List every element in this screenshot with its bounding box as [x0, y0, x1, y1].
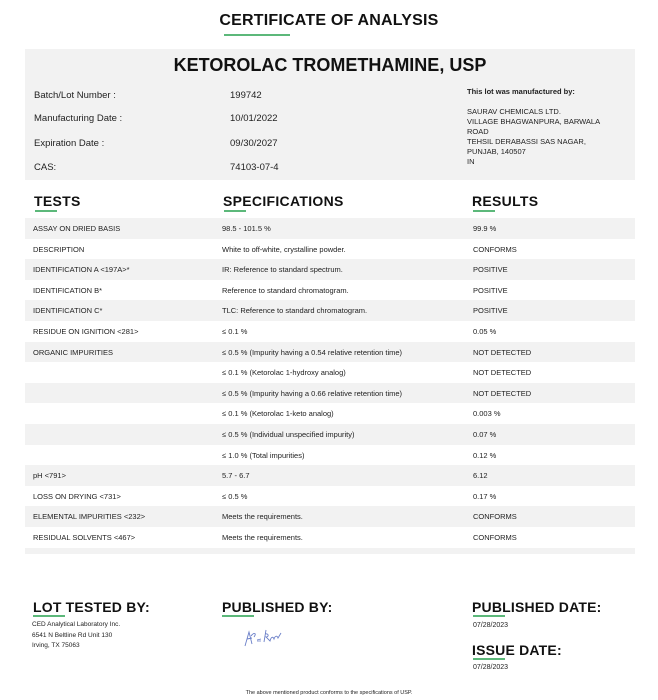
conformance-note: The above mentioned product conforms to the specifications of USP.	[245, 690, 413, 696]
test-result: POSITIVE	[473, 265, 508, 275]
test-result: CONFORMS	[473, 244, 517, 254]
test-spec: ≤ 1.0 % (Total impurities)	[222, 450, 305, 460]
test-spec: Reference to standard chromatogram.	[222, 285, 349, 295]
lab-city: Irving, TX 75063	[32, 642, 80, 649]
test-result: 0.07 %	[473, 429, 497, 439]
table-row	[25, 321, 635, 342]
table-row	[25, 403, 635, 424]
published-date-underline	[473, 615, 505, 617]
lot-tested-by-heading: LOT TESTED BY:	[33, 599, 150, 615]
test-result: POSITIVE	[473, 285, 508, 295]
published-by-underline	[222, 615, 254, 617]
info-panel	[25, 81, 635, 180]
table-row	[25, 362, 635, 383]
test-result: CONFORMS	[473, 512, 517, 522]
issue-date-heading: ISSUE DATE:	[472, 642, 562, 658]
manufacturer-line: SAURAV CHEMICALS LTD.	[467, 107, 561, 116]
test-result: 99.9 %	[473, 224, 497, 233]
manufacturer-line: ROAD	[467, 127, 489, 136]
table-row	[25, 259, 635, 280]
product-name-band: KETOROLAC TROMETHAMINE, USP	[25, 49, 635, 81]
test-spec: 98.5 - 101.5 %	[222, 224, 271, 233]
test-spec: 5.7 - 6.7	[222, 471, 250, 481]
results-header-underline	[473, 210, 495, 212]
test-spec: IR: Reference to standard spectrum.	[222, 265, 343, 275]
table-row	[25, 445, 635, 466]
mfg-date-label: Manufacturing Date :	[34, 113, 123, 124]
test-spec: Meets the requirements.	[222, 512, 303, 522]
test-name: IDENTIFICATION A <197A>*	[33, 265, 130, 275]
exp-date-label: Expiration Date :	[34, 138, 105, 149]
results-column-header: RESULTS	[472, 193, 539, 209]
cas-value: 74103-07-4	[230, 162, 279, 173]
test-name: RESIDUAL SOLVENTS <467>	[33, 532, 136, 542]
test-spec: ≤ 0.5 %	[222, 491, 248, 501]
test-name: pH <791>	[33, 471, 66, 481]
issue-date-value: 07/28/2023	[473, 664, 509, 671]
batch-label: Batch/Lot Number :	[34, 90, 116, 101]
test-spec: ≤ 0.1 %	[222, 326, 248, 336]
manufacturer-block	[467, 87, 600, 167]
published-date-heading: PUBLISHED DATE:	[472, 599, 602, 615]
lab-address	[32, 620, 120, 652]
test-spec: ≤ 0.5 % (Impurity having a 0.66 relative retention time)	[222, 388, 403, 398]
test-name: DESCRIPTION	[33, 244, 85, 254]
cas-label: CAS:	[34, 162, 57, 173]
test-spec: ≤ 0.5 % (Individual unspecified impurity)	[222, 429, 355, 439]
test-spec: ≤ 0.1 % (Ketorolac 1-hydroxy analog)	[222, 368, 346, 378]
table-row	[25, 300, 635, 321]
signature-image	[240, 624, 284, 650]
test-spec: ≤ 0.1 % (Ketorolac 1-keto analog)	[222, 409, 334, 419]
test-result: 6.12	[473, 471, 488, 481]
test-name: RESIDUE ON IGNITION <281>	[33, 326, 139, 336]
issue-date-underline	[473, 658, 505, 660]
document-title: CERTIFICATE OF ANALYSIS	[219, 12, 439, 29]
specifications-header-underline	[224, 210, 246, 212]
test-spec: ≤ 0.5 % (Impurity having a 0.54 relative retention time)	[222, 347, 403, 357]
lot-tested-by-underline	[33, 615, 65, 617]
table-row	[25, 280, 635, 301]
test-name: ORGANIC IMPURITIES	[33, 347, 114, 357]
published-by-heading: PUBLISHED BY:	[222, 599, 333, 615]
table-row	[25, 465, 635, 486]
table-row	[25, 506, 635, 527]
test-spec: TLC: Reference to standard chromatogram.	[222, 306, 368, 316]
table-row	[25, 218, 635, 239]
tests-column-header: TESTS	[34, 193, 81, 209]
test-spec: White to off-white, crystalline powder.	[222, 244, 346, 254]
table-row	[25, 527, 635, 548]
test-results-table	[25, 218, 635, 554]
lab-name: CED Analytical Laboratory Inc.	[32, 621, 121, 628]
test-result: CONFORMS	[473, 532, 517, 542]
table-row	[25, 239, 635, 260]
test-result: POSITIVE	[473, 306, 508, 316]
test-result: 0.003 %	[473, 409, 501, 419]
test-result: NOT DETECTED	[473, 388, 532, 398]
test-name: ELEMENTAL IMPURITIES <232>	[33, 512, 146, 522]
manufacturer-line: IN	[467, 157, 475, 166]
published-date-value: 07/28/2023	[473, 622, 509, 629]
table-row	[25, 383, 635, 404]
batch-value: 199742	[230, 90, 262, 101]
manufacturer-title: This lot was manufactured by:	[467, 87, 575, 96]
mfg-date-value: 10/01/2022	[230, 113, 278, 124]
manufacturer-line: PUNJAB, 140507	[467, 147, 526, 156]
tests-header-underline	[35, 210, 57, 212]
test-result: NOT DETECTED	[473, 347, 532, 357]
manufacturer-line: VILLAGE BHAGWANPURA, BARWALA	[467, 117, 601, 126]
test-spec: Meets the requirements.	[222, 532, 303, 542]
table-row	[25, 342, 635, 363]
title-underline	[224, 34, 290, 36]
test-result: 0.05 %	[473, 326, 497, 336]
test-name: IDENTIFICATION C*	[33, 306, 103, 316]
table-row	[25, 424, 635, 445]
table-row	[25, 486, 635, 507]
exp-date-value: 09/30/2027	[230, 138, 278, 149]
test-name: IDENTIFICATION B*	[33, 285, 103, 295]
table-footer-band	[25, 548, 635, 554]
specifications-column-header: SPECIFICATIONS	[223, 193, 344, 209]
test-result: 0.17 %	[473, 491, 497, 501]
test-result: 0.12 %	[473, 450, 497, 460]
test-name: LOSS ON DRYING <731>	[33, 491, 121, 501]
lab-street: 6541 N Beltline Rd Unit 130	[32, 631, 113, 639]
test-name: ASSAY ON DRIED BASIS	[33, 224, 121, 233]
manufacturer-line: TEHSIL DERABASSI SAS NAGAR,	[467, 137, 586, 146]
test-result: NOT DETECTED	[473, 368, 532, 378]
